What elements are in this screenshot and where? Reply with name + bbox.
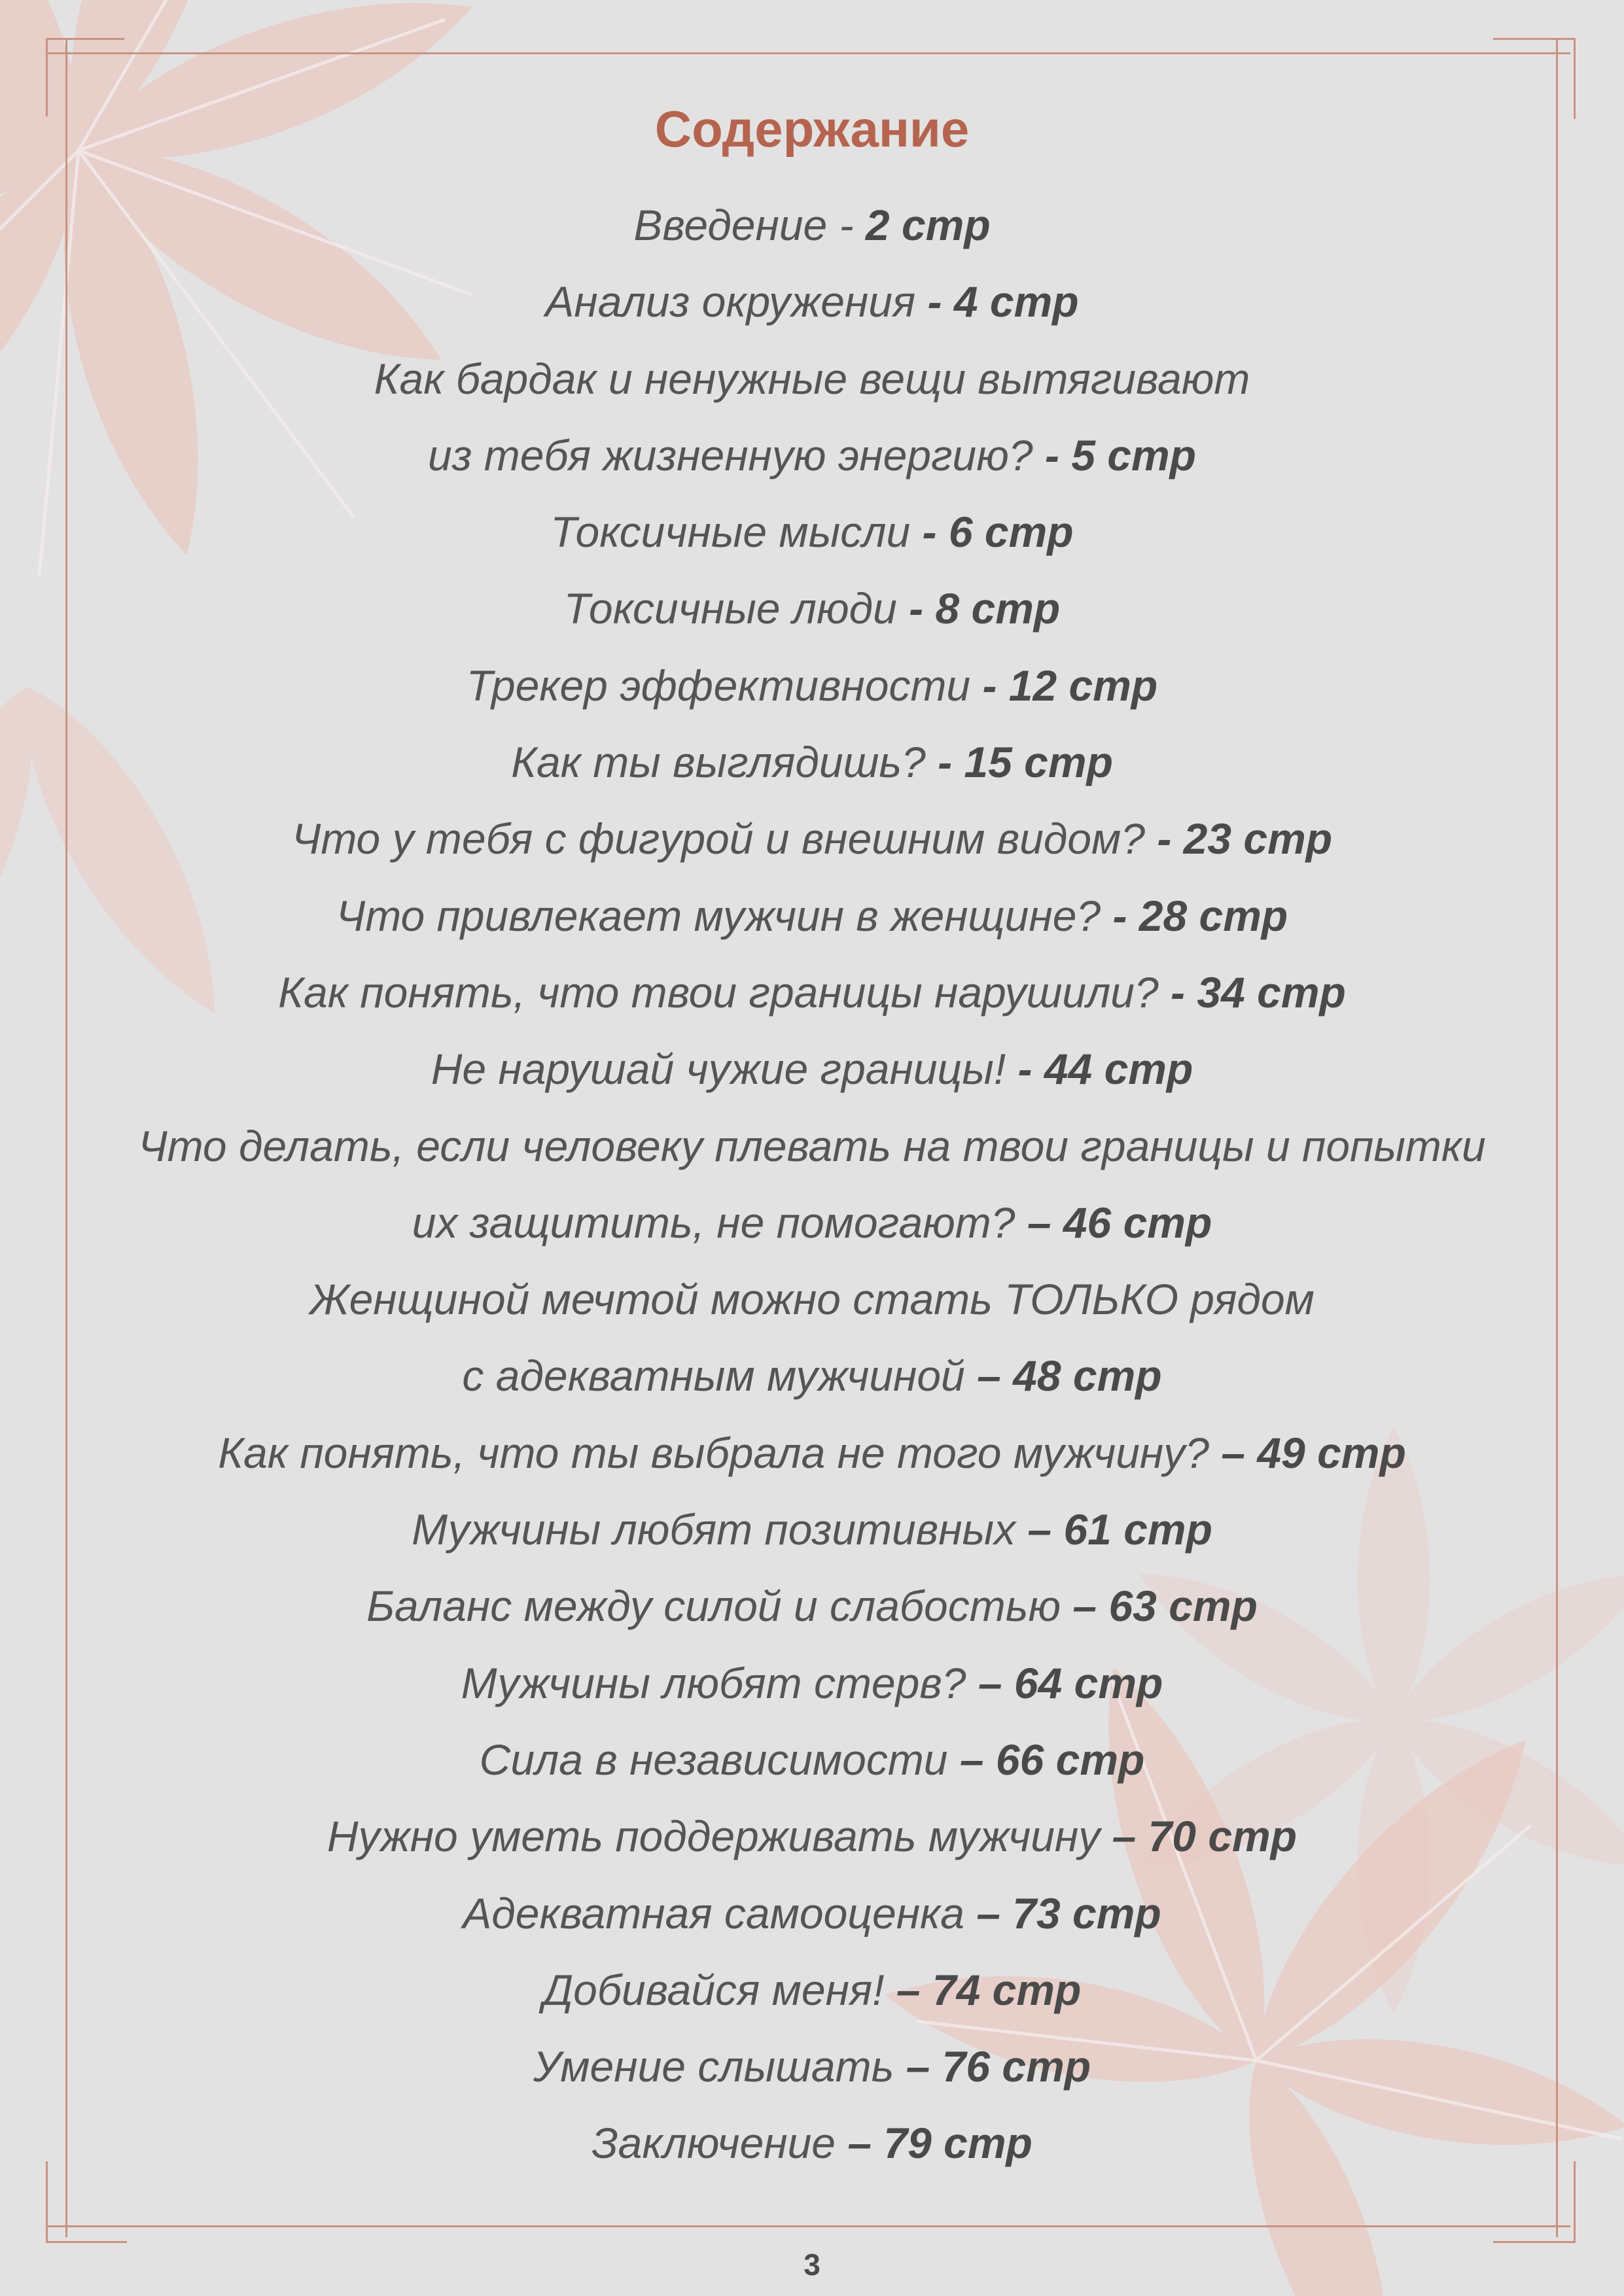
toc-entry-page: – 63 стр	[1072, 1582, 1258, 1631]
toc-entry	[0, 341, 1624, 417]
toc-entry-title: Мужчины любят стерв?	[461, 1658, 978, 1707]
toc-entry-title: Что у тебя с фигурой и внешним видом?	[291, 814, 1157, 863]
toc-entry-page: – 61 стр	[1027, 1505, 1212, 1554]
toc-entry-title: Не нарушай чужие границы!	[431, 1045, 1018, 1094]
toc-entry-page: - 4 стр	[927, 277, 1079, 326]
toc-entry-page: - 23 стр	[1157, 814, 1333, 863]
toc-entry	[0, 187, 1624, 264]
toc-entry-page: - 12 стр	[982, 661, 1158, 710]
toc-entry-title: Умение слышать	[533, 2042, 906, 2091]
toc-entry-page: - 5 стр	[1044, 430, 1196, 479]
toc-entry-page: - 28 стр	[1112, 891, 1288, 940]
toc-entry	[0, 1798, 1624, 1875]
toc-entry-title: Добивайся меня!	[542, 1965, 896, 2014]
toc-entry-page: – 70 стр	[1112, 1812, 1297, 1861]
frame-corner-tr-h	[1493, 38, 1576, 40]
toc-entry-title: Как ты выглядишь?	[511, 738, 938, 787]
toc-entry-page: - 15 стр	[938, 738, 1113, 787]
toc-entry	[0, 954, 1624, 1031]
frame-corner-tl-h	[46, 38, 124, 40]
toc-entry-page: – 79 стр	[847, 2119, 1033, 2168]
frame-corner-br-h	[1493, 2241, 1576, 2243]
toc-entry-title: Как понять, что ты выбрала не того мужчину?	[218, 1428, 1222, 1477]
toc-entry-title: Введение -	[633, 201, 866, 249]
toc-entry	[0, 570, 1624, 647]
toc-entry-page: – 49 стр	[1221, 1428, 1406, 1477]
toc-entry-page: – 64 стр	[978, 1658, 1163, 1707]
toc-entry-title: Трекер эффективности	[466, 661, 983, 710]
frame-corner-bl-h	[46, 2241, 127, 2243]
toc-entry-page: - 6 стр	[922, 508, 1074, 557]
toc-entry	[0, 1338, 1624, 1414]
toc-entry	[0, 1031, 1624, 1107]
toc-entry	[0, 1952, 1624, 2028]
toc-entry	[0, 2105, 1624, 2182]
toc-entry-title: Мужчины любят позитивных	[412, 1505, 1028, 1554]
toc-entry	[0, 878, 1624, 954]
toc-entry-title: с адекватным мужчиной	[462, 1351, 978, 1400]
toc-entry	[0, 1568, 1624, 1644]
toc-entry	[0, 1415, 1624, 1491]
frame-bottom-line	[46, 2225, 1570, 2227]
toc-entry-page: 2 стр	[865, 201, 991, 249]
toc-entry-page: - 8 стр	[909, 584, 1061, 633]
toc-entry	[0, 1875, 1624, 1952]
toc-entry-title: Что делать, если человеку плевать на твои границы и попытки	[138, 1121, 1486, 1170]
toc-entry-page: – 76 стр	[906, 2042, 1091, 2091]
toc-entry-title: их защитить, не помогают?	[412, 1198, 1027, 1247]
toc-entry-title: Заключение	[591, 2119, 848, 2168]
toc-entry	[0, 1645, 1624, 1722]
toc-entry-title: Как бардак и ненужные вещи вытягивают	[374, 354, 1250, 403]
toc-entry	[0, 1108, 1624, 1185]
toc-entry-page: – 46 стр	[1027, 1198, 1212, 1247]
toc-entry-title: Что привлекает мужчин в женщине?	[336, 891, 1113, 940]
toc-entry	[0, 2028, 1624, 2105]
toc-entry-title: Токсичные люди	[563, 584, 909, 633]
toc-entry-page: - 34 стр	[1171, 967, 1346, 1017]
toc-entry-page: – 73 стр	[976, 1888, 1161, 1938]
table-of-contents	[0, 187, 1624, 2182]
toc-entry-page: – 48 стр	[977, 1351, 1162, 1400]
toc-entry	[0, 1491, 1624, 1568]
toc-entry	[0, 724, 1624, 801]
toc-entry-title: Токсичные мысли	[550, 508, 923, 557]
toc-entry-title: Женщиной мечтой можно стать ТОЛЬКО рядом	[309, 1275, 1315, 1324]
toc-entry	[0, 648, 1624, 724]
toc-entry-title: из тебя жизненную энергию?	[428, 430, 1045, 479]
toc-entry	[0, 1722, 1624, 1798]
toc-entry	[0, 494, 1624, 570]
toc-entry	[0, 1185, 1624, 1261]
toc-entry	[0, 264, 1624, 340]
toc-entry-title: Как понять, что твои границы нарушили?	[278, 967, 1171, 1017]
toc-entry	[0, 417, 1624, 494]
toc-entry-page: – 66 стр	[959, 1735, 1145, 1784]
toc-entry-page: – 74 стр	[896, 1965, 1082, 2014]
frame-top-line	[46, 52, 1570, 54]
toc-entry-title: Сила в независимости	[479, 1735, 960, 1784]
toc-entry	[0, 801, 1624, 877]
toc-entry-title: Нужно уметь поддерживать мужчину	[327, 1812, 1112, 1861]
page-number: 3	[803, 2248, 821, 2282]
toc-entry-title: Баланс между силой и слабостью	[366, 1582, 1073, 1631]
page-title: Содержание	[654, 100, 970, 158]
toc-entry	[0, 1261, 1624, 1338]
toc-entry-title: Анализ окружения	[545, 277, 928, 326]
toc-entry-title: Адекватная самооценка	[463, 1888, 977, 1938]
toc-entry-page: - 44 стр	[1017, 1045, 1193, 1094]
